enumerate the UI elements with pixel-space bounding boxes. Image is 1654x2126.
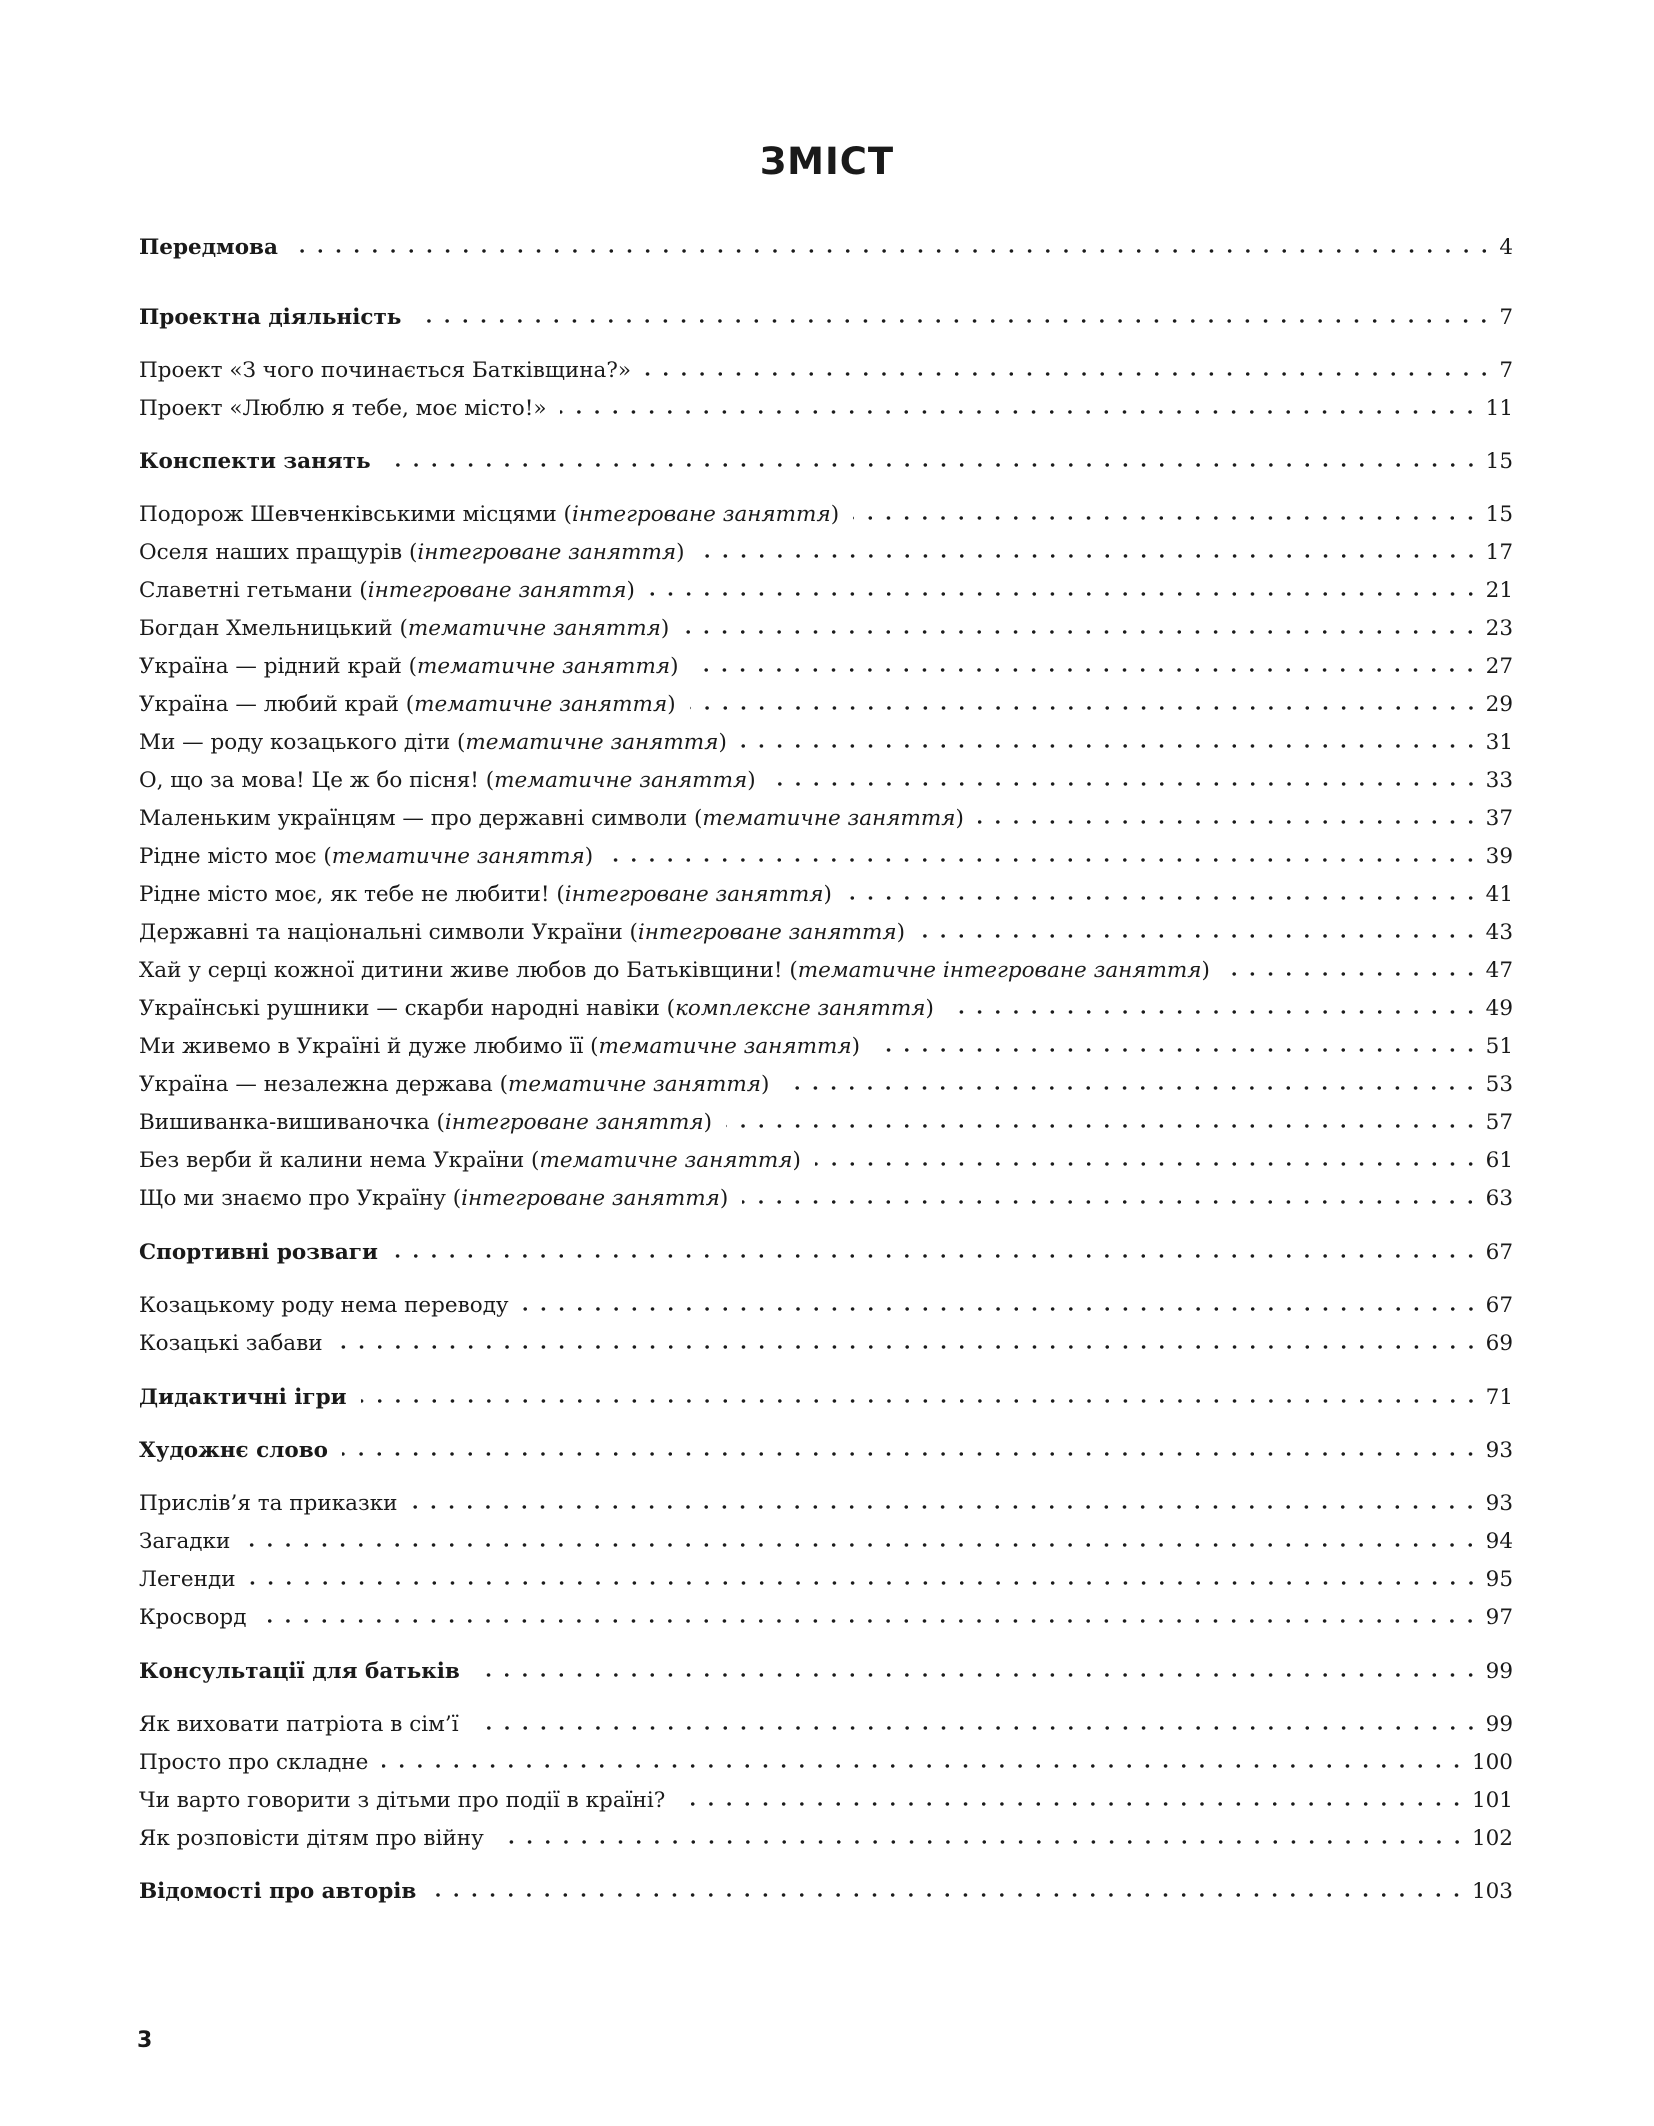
toc-entry-closing: ) [851, 1034, 860, 1059]
toc-entry-type: тематичне заняття [494, 768, 748, 793]
toc-section-heading [139, 1237, 1513, 1269]
toc-entry-closing: ) [792, 1148, 801, 1173]
dot-leader [607, 858, 1479, 862]
toc-page-number: 95 [1485, 1567, 1513, 1592]
toc-entry-type: тематичне заняття [702, 806, 956, 831]
toc-entry-title [139, 302, 401, 334]
toc-entry [139, 1145, 1513, 1177]
toc-entry-closing: ) [747, 768, 756, 793]
dot-leader [473, 1726, 1480, 1730]
toc-page-number: 53 [1485, 1072, 1513, 1097]
toc-entry-type: тематичне заняття [465, 730, 719, 755]
toc-entry-label: Спортивні розваги [139, 1240, 378, 1265]
dot-leader [474, 1673, 1480, 1677]
toc-entry-type: тематичне заняття [539, 1148, 793, 1173]
toc-page-number: 103 [1471, 1879, 1513, 1904]
toc-entry [139, 651, 1513, 683]
dot-leader [382, 1764, 1466, 1768]
toc-entry-type: комплексне заняття [675, 996, 926, 1021]
dot-leader [742, 1200, 1479, 1204]
toc-entry-title [139, 393, 546, 425]
toc-page-number: 99 [1485, 1712, 1513, 1737]
toc-entry-title [139, 917, 905, 949]
toc-entry-type: тематичне інтегроване заняття [797, 958, 1202, 983]
toc-entry-title [139, 1328, 323, 1360]
toc-entry-type: тематичне заняття [414, 692, 668, 717]
toc-entry [139, 575, 1513, 607]
toc-page-number: 61 [1485, 1148, 1513, 1173]
toc-entry [139, 613, 1513, 645]
toc-page-number: 33 [1485, 768, 1513, 793]
toc-entry-label: Проект «Люблю я тебе, моє місто!» [139, 396, 547, 421]
toc-page-number: 7 [1499, 358, 1513, 383]
toc-entry [139, 689, 1513, 721]
toc-entry-closing: ) [719, 1186, 729, 1211]
dot-leader [385, 463, 1480, 467]
dot-leader [411, 1505, 1479, 1509]
toc-entry-label: Україна — любий край ( [139, 692, 415, 717]
toc-entry [139, 1069, 1513, 1101]
toc-page-number: 47 [1485, 958, 1513, 983]
toc-entry-label: Вишиванка-вишиваночка ( [139, 1110, 445, 1135]
toc-entry-closing: ) [703, 1110, 712, 1135]
toc-entry [139, 1488, 1513, 1520]
dot-leader [260, 1619, 1479, 1623]
toc-entry-label: О, що за мова! Це ж бо пісня! ( [139, 768, 495, 793]
toc-entry-label: Як розповісти дітям про війну [139, 1826, 484, 1851]
page-title: ЗМІСТ [759, 140, 895, 183]
dot-leader [741, 744, 1480, 748]
toc-page-number: 101 [1471, 1788, 1513, 1813]
toc-entry [139, 1823, 1513, 1855]
toc-entry-label: Як виховати патріота в сім’ї [139, 1712, 459, 1737]
toc-section-heading [139, 1876, 1513, 1908]
toc-entry-label: Проектна діяльність [139, 305, 402, 330]
toc-page-number: 7 [1499, 305, 1513, 330]
toc-entry-title [139, 1145, 801, 1177]
toc-entry-title [139, 446, 371, 478]
toc-entry-label: Маленьким українцям — про державні символи ( [139, 806, 703, 831]
toc-entry-closing: ) [823, 882, 832, 907]
toc-entry [139, 393, 1513, 425]
toc-entry-title [139, 1290, 509, 1322]
toc-entry-title [139, 1488, 397, 1520]
toc-entry-type: інтегроване заняття [367, 578, 627, 603]
toc-page-number: 23 [1485, 616, 1513, 641]
toc-entry-title [139, 355, 631, 387]
toc-entry-title [139, 993, 934, 1025]
dot-leader [815, 1162, 1480, 1166]
dot-leader [392, 1254, 1480, 1258]
toc-entry [139, 1785, 1513, 1817]
toc-page-number: 41 [1485, 882, 1513, 907]
toc-entry-title [139, 1602, 246, 1634]
toc-entry-label: Рідне місто моє ( [139, 844, 332, 869]
toc-entry-closing: ) [896, 920, 906, 945]
toc-page-number: 27 [1485, 654, 1513, 679]
dot-leader [523, 1307, 1480, 1311]
toc-entry-closing: ) [761, 1072, 770, 1097]
dot-leader [978, 820, 1480, 824]
toc-entry-label: Дидактичні ігри [139, 1385, 347, 1410]
dot-leader [853, 516, 1480, 520]
toc-entry-title [139, 955, 1210, 987]
toc-entry-type: тематичне заняття [407, 616, 661, 641]
toc-entry [139, 1747, 1513, 1779]
dot-leader [690, 706, 1480, 710]
toc-entry-label: Ми — роду козацького діти ( [139, 730, 466, 755]
dot-leader [726, 1124, 1480, 1128]
toc-entry-type: інтегроване заняття [564, 882, 824, 907]
toc-entry-title [139, 1747, 368, 1779]
toc-entry [139, 537, 1513, 569]
dot-leader [560, 410, 1479, 414]
toc-section-heading [139, 1435, 1513, 1467]
toc-entry-title [139, 1069, 769, 1101]
toc-page-number: 17 [1485, 540, 1513, 565]
toc-page-number: 71 [1485, 1385, 1513, 1410]
toc-entry [139, 1031, 1513, 1063]
toc-entry-type: інтегроване заняття [461, 1186, 720, 1211]
toc-entry-label: Консультації для батьків [139, 1659, 460, 1684]
toc-entry-title [139, 1435, 328, 1467]
dot-leader [415, 319, 1493, 323]
toc-entry-label: Козацькі забави [139, 1331, 323, 1356]
toc-entry-closing: ) [667, 692, 676, 717]
toc-page-number: 100 [1471, 1750, 1513, 1775]
toc-entry-label: Художнє слово [139, 1438, 329, 1463]
dot-leader [430, 1893, 1466, 1897]
toc-page-number: 37 [1485, 806, 1513, 831]
dot-leader [244, 1543, 1479, 1547]
dot-leader [649, 592, 1480, 596]
toc-page-number: 97 [1485, 1605, 1513, 1630]
toc-page-number: 15 [1485, 502, 1513, 527]
toc-entry-title [139, 232, 278, 264]
toc-entry [139, 1290, 1513, 1322]
dot-leader [770, 782, 1480, 786]
toc-entry-label: Україна — рідний край ( [139, 654, 418, 679]
toc-entry-closing: ) [670, 654, 679, 679]
toc-entry-label: Рідне місто моє, як тебе не любити! ( [139, 882, 565, 907]
toc-entry-closing: ) [676, 540, 685, 565]
toc-entry-title [139, 1785, 665, 1817]
toc-entry-title [139, 499, 839, 531]
toc-entry-title [139, 841, 593, 873]
toc-page-number: 4 [1499, 235, 1513, 260]
toc-entry-title [139, 803, 964, 835]
dot-leader [342, 1452, 1480, 1456]
toc-entry-label: Що ми знаємо про Україну ( [139, 1186, 462, 1211]
page-number: 3 [137, 2028, 153, 2053]
toc-entry-label: Хай у серці кожної дитини живе любов до Батьківщини! ( [139, 958, 798, 983]
toc-entry-label: Чи варто говорити з дітьми про події в країні? [139, 1788, 666, 1813]
toc-entry [139, 1526, 1513, 1558]
toc-entry-label: Прислів’я та приказки [139, 1491, 398, 1516]
dot-leader [250, 1581, 1480, 1585]
toc-entry-label: Державні та національні символи України ( [139, 920, 638, 945]
toc-entry-label: Відомості про авторів [139, 1879, 417, 1904]
toc-page-number: 43 [1485, 920, 1513, 945]
dot-leader [1224, 972, 1480, 976]
toc-entry-closing: ) [955, 806, 964, 831]
toc-entry [139, 1602, 1513, 1634]
toc-page-number: 51 [1485, 1034, 1513, 1059]
toc-entry-closing: ) [830, 502, 840, 527]
toc-entry-label: Богдан Хмельницький ( [139, 616, 408, 641]
toc-page-number: 57 [1485, 1110, 1513, 1135]
toc-entry-title [139, 1237, 378, 1269]
toc-page-number: 67 [1485, 1240, 1513, 1265]
toc-entry-title [139, 1107, 712, 1139]
toc-entry [139, 355, 1513, 387]
toc-entry-label: Проект «З чого починається Батківщина?» [139, 358, 632, 383]
toc-entry [139, 1183, 1513, 1215]
toc-entry-title [139, 1382, 347, 1414]
toc-entry-title [139, 1656, 460, 1688]
dot-leader [645, 372, 1493, 376]
toc-entry-closing: ) [925, 996, 934, 1021]
toc-entry-type: інтегроване заняття [571, 502, 831, 527]
toc-entry-label: Загадки [139, 1529, 231, 1554]
toc-entry-label: Подорож Шевченківськими місцями ( [139, 502, 572, 527]
toc-section-heading [139, 446, 1513, 478]
toc-page-number: 93 [1485, 1491, 1513, 1516]
toc-entry-type: тематичне заняття [331, 844, 585, 869]
toc-entry-closing: ) [660, 616, 670, 641]
toc-entry-label: Конспекти занять [139, 449, 371, 474]
toc-section-heading [139, 1382, 1513, 1414]
toc-page-number: 67 [1485, 1293, 1513, 1318]
toc-entry [139, 1564, 1513, 1596]
toc-entry [139, 917, 1513, 949]
toc-entry-title [139, 651, 678, 683]
dot-leader [361, 1399, 1480, 1403]
toc-entry-title [139, 1823, 484, 1855]
toc-entry-title [139, 689, 676, 721]
toc-section-heading [139, 302, 1513, 334]
dot-leader [292, 249, 1493, 253]
toc-entry-title [139, 537, 685, 569]
toc-page-number: 39 [1485, 844, 1513, 869]
toc-entry-type: тематичне заняття [598, 1034, 852, 1059]
toc-entry-closing: ) [626, 578, 635, 603]
toc-entry-label: Легенди [139, 1567, 236, 1592]
toc-entry-label: Кросворд [139, 1605, 247, 1630]
toc-entry-type: тематичне заняття [507, 1072, 762, 1097]
toc-entry-title [139, 1876, 416, 1908]
toc-entry-title [139, 1709, 459, 1741]
toc-page-number: 21 [1485, 578, 1513, 603]
toc-entry-title [139, 1564, 236, 1596]
toc-page-number: 102 [1471, 1826, 1513, 1851]
toc-entry-type: тематичне заняття [417, 654, 671, 679]
toc-section-heading [139, 1656, 1513, 1688]
dot-leader [498, 1840, 1466, 1844]
toc-entry-title [139, 575, 635, 607]
toc-entry-label: Оселя наших пращурів ( [139, 540, 418, 565]
toc-entry-label: Передмова [139, 235, 278, 260]
toc-entry [139, 1709, 1513, 1741]
toc-page-number: 99 [1485, 1659, 1513, 1684]
toc-entry-type: інтегроване заняття [637, 920, 897, 945]
toc-entry-title [139, 613, 669, 645]
toc-page-number: 15 [1485, 449, 1513, 474]
dot-leader [337, 1345, 1480, 1349]
toc-entry-title [139, 1183, 728, 1215]
toc-entry [139, 765, 1513, 797]
toc-entry-type: інтегроване заняття [444, 1110, 704, 1135]
toc-page-number: 29 [1485, 692, 1513, 717]
dot-leader [679, 1802, 1466, 1806]
toc-entry-title [139, 1031, 860, 1063]
toc-section-heading [139, 232, 1513, 264]
toc-entry-label: Без верби й калини нема України ( [139, 1148, 540, 1173]
toc-entry [139, 499, 1513, 531]
dot-leader [683, 630, 1479, 634]
toc-entry-label: Українські рушники — скарби народні навіки ( [139, 996, 676, 1021]
toc-page-number: 69 [1485, 1331, 1513, 1356]
toc-entry-closing: ) [718, 730, 727, 755]
toc-entry-closing: ) [584, 844, 594, 869]
dot-leader [846, 896, 1480, 900]
toc-page-number: 49 [1485, 996, 1513, 1021]
toc-entry-label: Ми живемо в Україні й дуже любимо її ( [139, 1034, 599, 1059]
toc-entry-closing: ) [1201, 958, 1210, 983]
toc-entry-label: Козацькому роду нема переводу [139, 1293, 509, 1318]
toc-entry-label: Просто про складне [139, 1750, 369, 1775]
toc-entry-title [139, 879, 832, 911]
dot-leader [692, 668, 1479, 672]
toc-page-number: 94 [1485, 1529, 1513, 1554]
toc-page-number: 11 [1485, 396, 1513, 421]
toc-entry-label: Славетні гетьмани ( [139, 578, 368, 603]
toc-entry-title [139, 765, 756, 797]
toc-entry [139, 1107, 1513, 1139]
toc-entry-title [139, 1526, 230, 1558]
dot-leader [783, 1086, 1479, 1090]
toc-entry [139, 727, 1513, 759]
dot-leader [699, 554, 1480, 558]
toc-entry [139, 841, 1513, 873]
toc-page-number: 93 [1485, 1438, 1513, 1463]
toc-entry [139, 879, 1513, 911]
toc-entry [139, 1328, 1513, 1360]
dot-leader [919, 934, 1480, 938]
toc-entry-label: Україна — незалежна держава ( [139, 1072, 508, 1097]
toc-entry-type: інтегроване заняття [417, 540, 677, 565]
toc-page-number: 63 [1485, 1186, 1513, 1211]
toc-entry [139, 803, 1513, 835]
toc-page-number: 31 [1485, 730, 1513, 755]
dot-leader [948, 1010, 1480, 1014]
dot-leader [874, 1048, 1480, 1052]
toc-entry [139, 993, 1513, 1025]
toc-entry-title [139, 727, 727, 759]
toc-entry [139, 955, 1513, 987]
